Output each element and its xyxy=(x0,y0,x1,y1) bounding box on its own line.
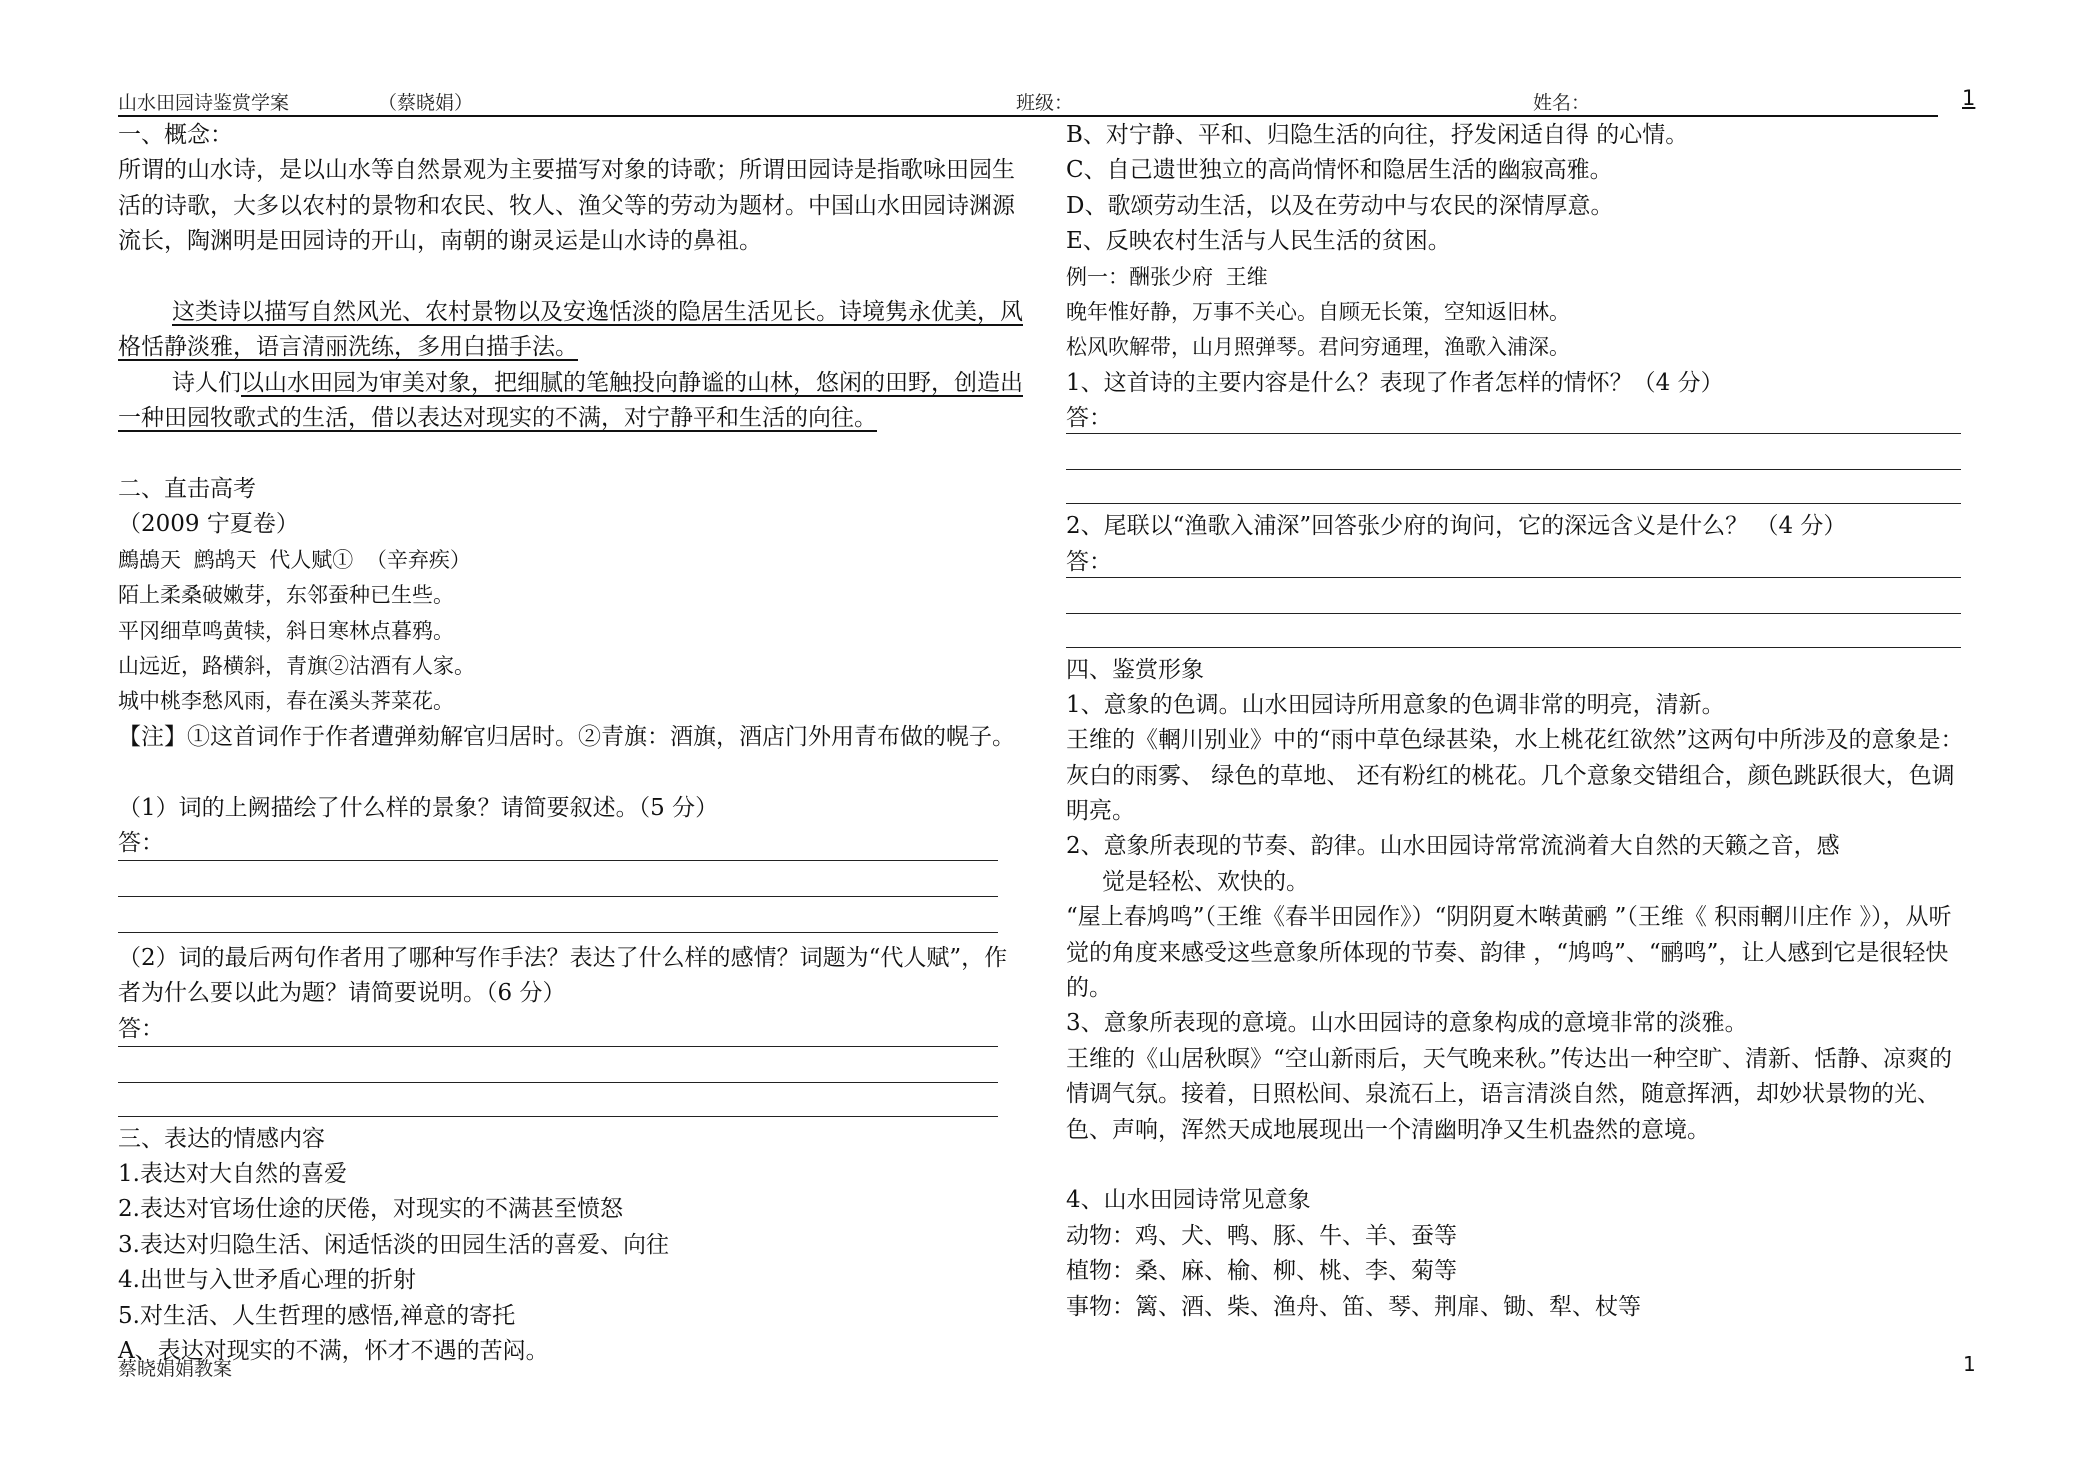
answer-area-2 xyxy=(118,1012,1028,1122)
question-1: （1）词的上阙描绘了什么样的景象？请简要叙述。（5 分） xyxy=(118,794,719,821)
answer-label: 答： xyxy=(1066,548,1112,575)
imagery-item: 事物：篱、酒、柴、渔舟、笛、琴、荆扉、锄、犁、杖等 xyxy=(1066,1293,1641,1320)
point-3-body: 王维的《山居秋暝》“空山新雨后，天气晚来秋。”传达出一种空旷、清新、恬静、凉爽的情调气氛。接着，日照松间、泉流石上，语言清淡自然，随意挥洒，却妙状景物的光、色、声响，浑然天成地展现出一个清幽明净又生机盎然的意境。 xyxy=(1066,1045,1953,1143)
imagery-item: 植物：桑、麻、榆、柳、桃、李、菊等 xyxy=(1066,1258,1457,1285)
emotion-item: 1.表达对大自然的喜爱 xyxy=(118,1161,347,1188)
emotion-item: C、自己遗世独立的高尚情怀和隐居生活的幽寂高雅。 xyxy=(1066,157,1613,184)
exam-source: （2009 宁夏卷） xyxy=(118,511,299,538)
point-1-body: 王维的《輞川别业》中的“雨中草色绿甚染，水上桃花红欲然”这两句中所涉及的意象是：灰白的雨雾、 绿色的草地、 还有粉红的桃花。几个意象交错组合，颜色跳跃很大，色调明亮。 xyxy=(1066,727,1964,825)
answer-line[interactable] xyxy=(1066,613,1961,614)
answer-line[interactable] xyxy=(1066,577,1961,578)
section-1-heading: 一、概念： xyxy=(118,122,233,148)
poem-line: 平冈细草鸣黄犊，斜日寒林点暮鸦。 xyxy=(118,618,454,643)
answer-line[interactable] xyxy=(1066,433,1961,434)
poem-note: 【注】①这首词作于作者遭弹劾解官归居时。②青旗：酒旗，酒店门外用青布做的幌子。 xyxy=(118,723,1015,750)
poet-paragraph xyxy=(118,366,1028,472)
answer-label: 答： xyxy=(1066,405,1112,432)
answer-line[interactable] xyxy=(118,1116,998,1117)
poem-line: 陌上柔桑破嫩芽，东邻蚕种已生些。 xyxy=(118,583,454,608)
point-2-heading-cont: 觉是轻松、欢快的。 xyxy=(1102,868,1309,895)
style-paragraph xyxy=(118,295,1028,366)
emotion-item: 3.表达对归隐生活、闲适恬淡的田园生活的喜爱、向往 xyxy=(118,1231,669,1258)
point-1-heading: 1、意象的色调。山水田园诗所用意象的色调非常的明亮，清新。 xyxy=(1066,691,1725,718)
example-title: 例一：酬张少府 王维 xyxy=(1066,264,1268,289)
example-question-2: 2、尾联以“渔歌入浦深”回答张少府的询问，它的深远含义是什么？ （4 分） xyxy=(1066,513,1847,540)
answer-line[interactable] xyxy=(1066,503,1961,504)
imagery-item: 动物：鸡、犬、鸭、豚、牛、羊、蚕等 xyxy=(1066,1222,1457,1249)
class-label: 班级： xyxy=(1016,92,1074,114)
answer-line[interactable] xyxy=(118,860,998,861)
name-label: 姓名： xyxy=(1533,92,1591,114)
answer-line[interactable] xyxy=(118,1082,998,1083)
emotion-item: 5.对生活、人生哲理的感悟,禅意的寄托 xyxy=(118,1302,516,1329)
poet-paragraph-lead: 诗人们 xyxy=(172,369,241,396)
answer-label: 答： xyxy=(118,1015,164,1042)
poem-line: 山远近，路横斜，青旗②沽酒有人家。 xyxy=(118,653,475,678)
answer-line[interactable] xyxy=(1066,469,1961,470)
right-column xyxy=(1066,118,1970,1325)
page-number-bottom: 1 xyxy=(1963,1352,1976,1376)
poem-line: 晚年惟好静，万事不关心。自顾无长策，空知返旧林。 xyxy=(1066,299,1570,324)
poet-paragraph-underlined: 以山水田园为审美对象，把细腻的笔触投向静谧的山林，悠闲的田野，创造出一种田园牧歌式的生活，借以表达对现实的不满，对宁静平和生活的向往。 xyxy=(118,369,1023,432)
worksheet-title: 山水田园诗鉴赏学案 xyxy=(118,92,290,114)
emotion-item: E、反映农村生活与人民生活的贫困。 xyxy=(1066,228,1451,255)
emotion-item: 4.出世与入世矛盾心理的折射 xyxy=(118,1267,416,1294)
example-question-1: 1、这首诗的主要内容是什么？表现了作者怎样的情怀？（4 分） xyxy=(1066,369,1724,396)
emotion-item: D、歌颂劳动生活，以及在劳动中与农民的深情厚意。 xyxy=(1066,192,1614,219)
footer-author-note: 蔡晓娟娟教案 xyxy=(118,1358,233,1380)
section-3-heading: 三、表达的情感内容 xyxy=(118,1125,325,1152)
point-2-body: “屋上春鸠鸣”（王维《春半田园作》）“阴阴夏木啭黄鹂 ”（王维《 积雨輞川庄作 》），从听觉的角度来感受这些意象所体现的节奏、韵律 ，“鸠鸣”、“鹂鸣”，让人感到它是很轻快的。 xyxy=(1066,904,1952,1002)
emotion-item: B、对宁静、平和、归隐生活的向往，抒发闲适自得 的心情。 xyxy=(1066,122,1689,148)
section-2-heading: 二、直击高考 xyxy=(118,475,256,502)
answer-line[interactable] xyxy=(1066,647,1961,648)
emotion-item: 2.表达对官场仕途的厌倦，对现实的不满甚至愤怒 xyxy=(118,1196,623,1223)
poem-title: 鷓鴣天 鹧鸪天 代人赋① （辛弃疾） xyxy=(118,547,471,572)
left-column xyxy=(118,118,1028,1369)
answer-line[interactable] xyxy=(118,896,998,897)
point-3-heading: 3、意象所表现的意境。山水田园诗的意象构成的意境非常的淡雅。 xyxy=(1066,1010,1748,1037)
poem-line: 城中桃李愁风雨，春在溪头荠菜花。 xyxy=(118,689,454,714)
style-paragraph-text: 这类诗以描写自然风光、农村景物以及安逸恬淡的隐居生活见长。诗境隽永优美，风格恬静淡雅，语言清丽洗练，多用白描手法。 xyxy=(118,298,1023,361)
answer-label: 答： xyxy=(118,829,164,856)
answer-area-1 xyxy=(118,826,1028,941)
author-name: （蔡晓娟） xyxy=(378,92,474,114)
poem-line: 松风吹解带，山月照弹琴。君问穷通理，渔歌入浦深。 xyxy=(1066,335,1570,360)
header-rule xyxy=(118,115,1938,117)
question-2: （2）词的最后两句作者用了哪种写作手法？表达了什么样的感情？词题为“代人赋”，作者为什么要以此为题？请简要说明。（6 分） xyxy=(118,944,1008,1007)
answer-area-4 xyxy=(1066,545,1970,653)
page-number-top: 1 xyxy=(1962,86,1976,110)
emotion-item: A、表达对现实的不满，怀才不遇的苦闷。 xyxy=(118,1338,549,1365)
answer-area-3 xyxy=(1066,401,1970,509)
answer-line[interactable] xyxy=(118,932,998,933)
point-4-heading: 4、山水田园诗常见意象 xyxy=(1066,1187,1311,1214)
section-4-heading: 四、鉴赏形象 xyxy=(1066,656,1204,683)
answer-line[interactable] xyxy=(118,1046,998,1047)
point-2-heading: 2、意象所表现的节奏、韵律。山水田园诗常常流淌着大自然的天籁之音，感 xyxy=(1066,833,1840,860)
concept-paragraph: 所谓的山水诗，是以山水等自然景观为主要描写对象的诗歌；所谓田园诗是指歌咏田园生活的诗歌，大多以农村的景物和农民、牧人、渔父等的劳动为题材。中国山水田园诗渊源流长，陶渊明是田园诗的开山，南朝的谢灵运是山水诗的鼻祖。 xyxy=(118,157,1015,255)
